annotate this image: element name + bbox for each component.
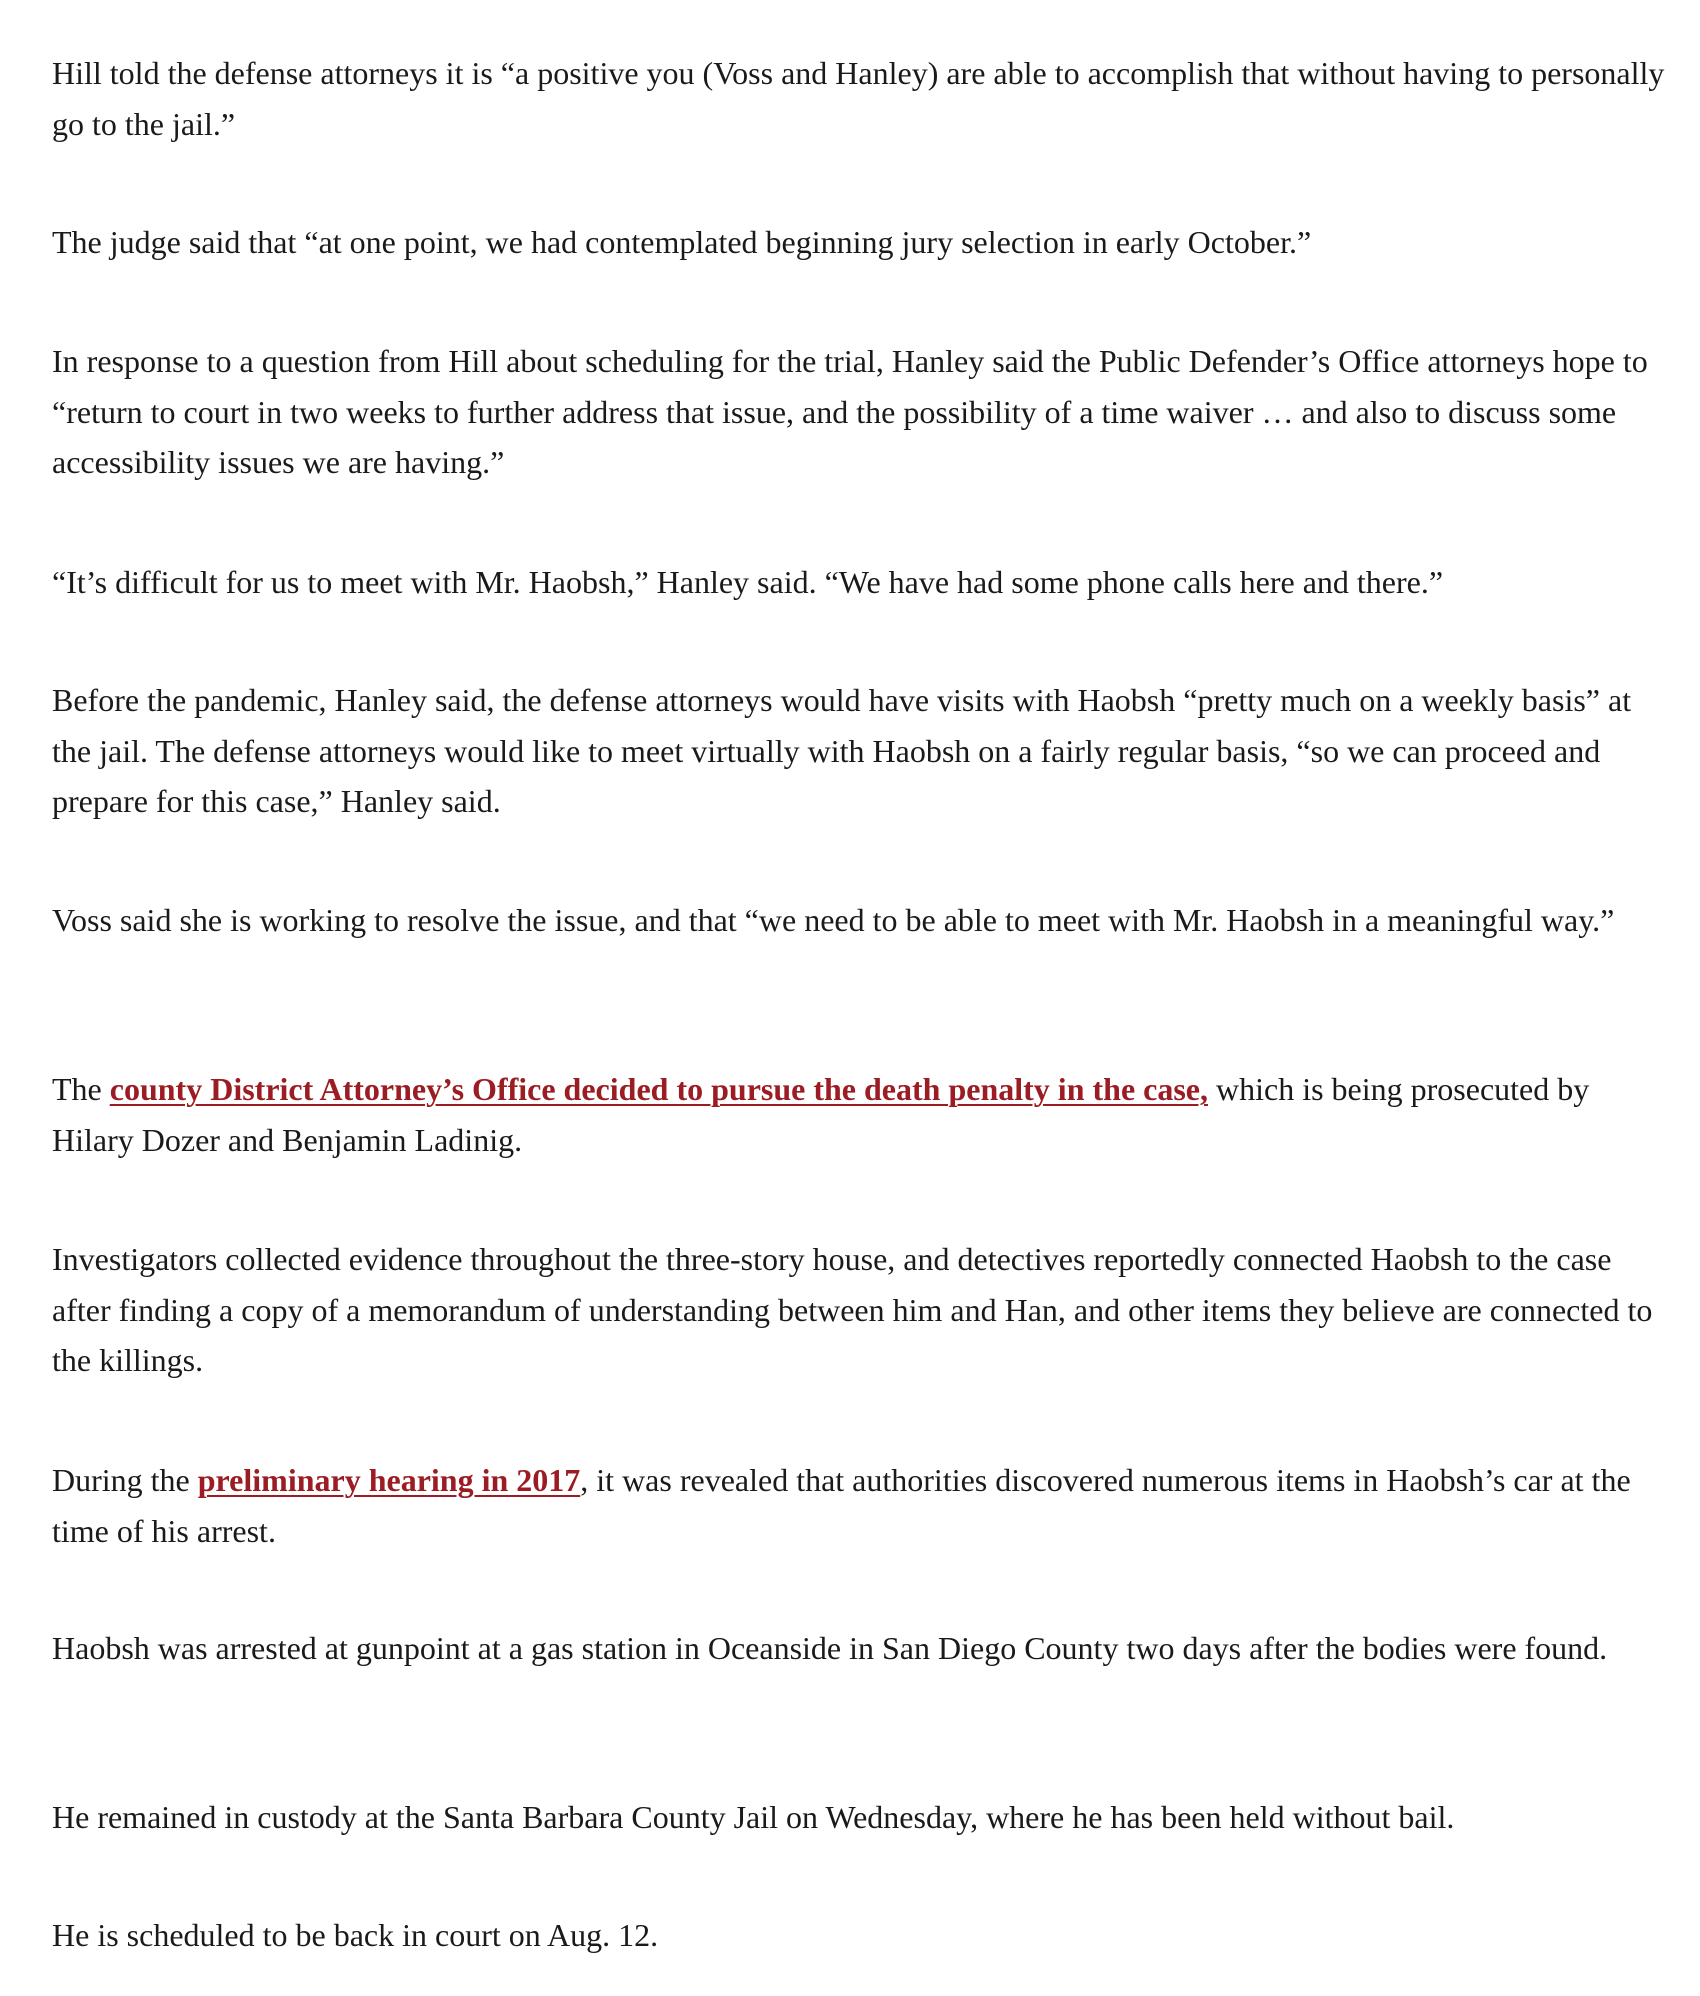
paragraph-voss-resolve: Voss said she is working to resolve the issue, and that “we need to be able to meet with Mr. Haobsh in a meaningful way.”: [52, 902, 1615, 938]
paragraph-preliminary-hearing-after: , it was revealed that authorities discovered numerous items in Haobsh’s car at the time of his arrest.: [52, 1462, 1631, 1549]
paragraph-jury-selection: The judge said that “at one point, we had contemplated beginning jury selection in early October.”: [52, 224, 1312, 260]
paragraph-difficult-meet: “It’s difficult for us to meet with Mr. Haobsh,” Hanley said. “We have had some phone calls here and there.”: [52, 564, 1444, 600]
paragraph-preliminary-hearing-before: During the: [52, 1462, 198, 1498]
paragraph-custody: He remained in custody at the Santa Barbara County Jail on Wednesday, where he has been held without bail.: [52, 1799, 1455, 1835]
death-penalty-link[interactable]: county District Attorney’s Office decided to pursue the death penalty in the case,: [109, 1071, 1208, 1107]
paragraph-court-date: He is scheduled to be back in court on Aug. 12.: [52, 1917, 659, 1953]
paragraph-pandemic-visits: Before the pandemic, Hanley said, the defense attorneys would have visits with Haobsh “pretty much on a weekly basis” at the jail. The defense attorneys would like to meet virtually with Haobsh on a fairly regular basis, “so we can proceed and prepare for this case,” Hanley said.: [52, 682, 1632, 819]
preliminary-hearing-link[interactable]: preliminary hearing in 2017: [197, 1462, 581, 1498]
paragraph-investigators: Investigators collected evidence throughout the three-story house, and detectives reportedly connected Haobsh to the case after finding a copy of a memorandum of understanding between him and Han, and other items they believe are connected to the killings.: [52, 1241, 1653, 1378]
paragraph-hill-defense: Hill told the defense attorneys it is “a positive you (Voss and Hanley) are able to accomplish that without having to personally go to the jail.”: [52, 55, 1665, 142]
paragraph-scheduling: In response to a question from Hill about scheduling for the trial, Hanley said the Public Defender’s Office attorneys hope to “return to court in two weeks to further address that issue, and the possibility of a time waiver … and also to discuss some accessibility issues we are having.”: [52, 343, 1648, 480]
paragraph-arrest: Haobsh was arrested at gunpoint at a gas station in Oceanside in San Diego County two days after the bodies were found.: [52, 1630, 1608, 1666]
paragraph-death-penalty-after: which is being prosecuted by Hilary Dozer and Benjamin Ladinig.: [52, 1071, 1590, 1158]
paragraph-preliminary-hearing: [52, 1455, 1672, 1556]
paragraph-death-penalty: [52, 1064, 1672, 1165]
paragraph-death-penalty-before: The: [52, 1071, 110, 1107]
